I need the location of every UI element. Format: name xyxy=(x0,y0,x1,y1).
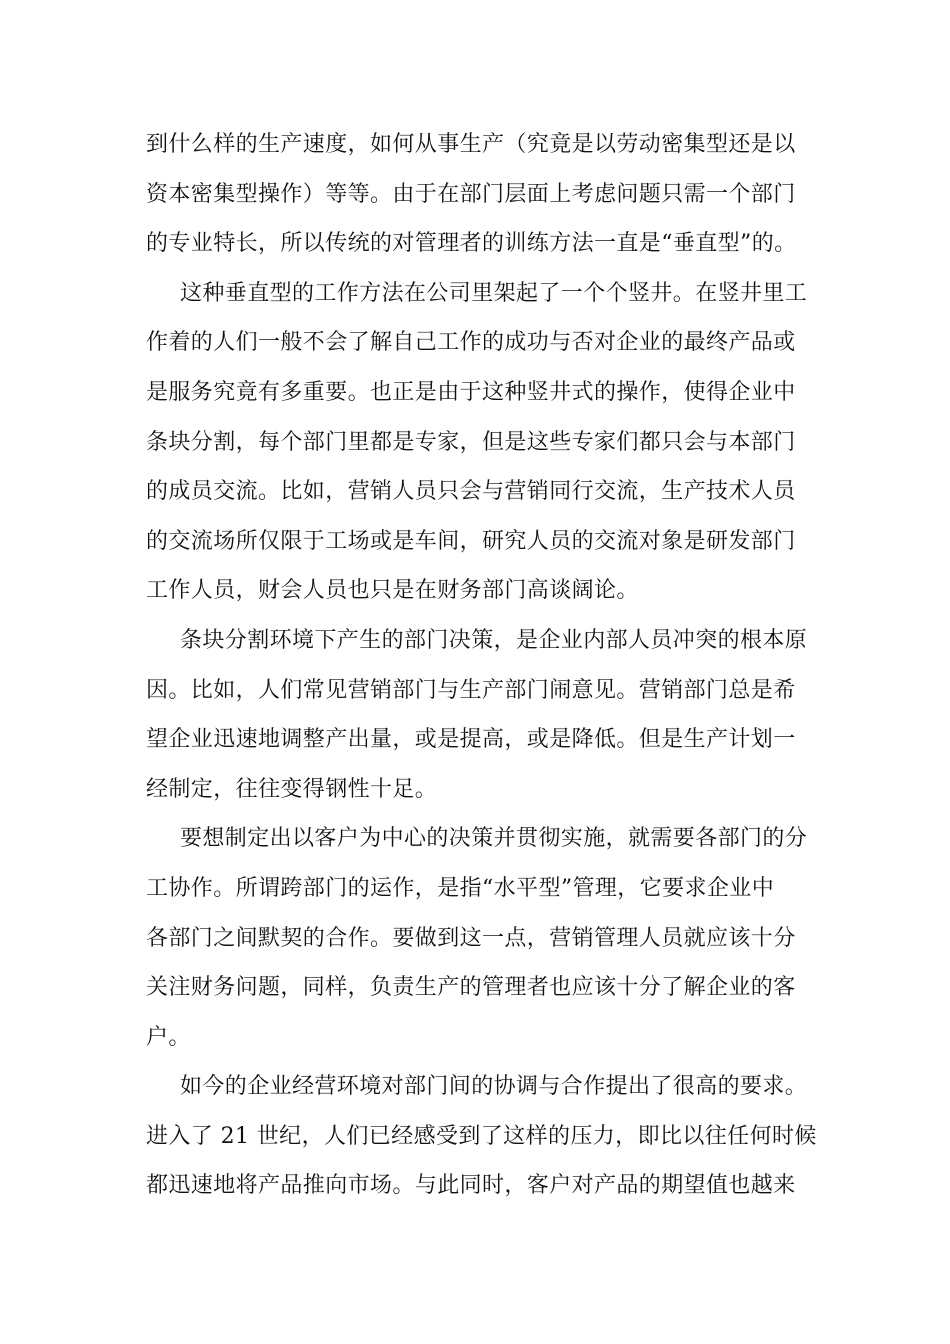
text-line: 进入了 21 世纪，人们已经感受到了这样的压力，即比以往任何时候 xyxy=(146,1123,817,1149)
text-line: 因。比如，人们常见营销部门与生产部门闹意见。营销部门总是希 xyxy=(146,677,796,703)
text-line: 如今的企业经营环境对部门间的协调与合作提出了很高的要求。 xyxy=(180,1074,808,1100)
text-line: 资本密集型操作）等等。由于在部门层面上考虑问题只需一个部门 xyxy=(146,181,796,207)
text-line: 关注财务问题，同样，负责生产的管理者也应该十分了解企业的客 xyxy=(146,975,796,1001)
text-line: 的成员交流。比如，营销人员只会与营销同行交流，生产技术人员 xyxy=(146,479,796,505)
text-line: 经制定，往往变得钢性十足。 xyxy=(146,776,438,802)
text-line: 要想制定出以客户为中心的决策并贯彻实施，就需要各部门的分 xyxy=(180,826,808,852)
text-line: 工协作。所谓跨部门的运作，是指“水平型”管理，它要求企业中 xyxy=(146,875,775,901)
text-line: 条块分割，每个部门里都是专家，但是这些专家们都只会与本部门 xyxy=(146,429,796,455)
text-line: 的交流场所仅限于工场或是车间，研究人员的交流对象是研发部门 xyxy=(146,528,796,554)
text-line: 工作人员，财会人员也只是在财务部门高谈阔论。 xyxy=(146,578,639,604)
text-line: 都迅速地将产品推向市场。与此同时，客户对产品的期望值也越来 xyxy=(146,1173,796,1199)
text-line: 到什么样的生产速度，如何从事生产（究竟是以劳动密集型还是以 xyxy=(146,132,796,157)
text-line: 各部门之间默契的合作。要做到这一点，营销管理人员就应该十分 xyxy=(146,925,796,951)
document-body xyxy=(146,120,817,1211)
text-line: 的专业特长，所以传统的对管理者的训练方法一直是“垂直型”的。 xyxy=(146,231,797,257)
text-line: 是服务究竟有多重要。也正是由于这种竖井式的操作，使得企业中 xyxy=(146,379,796,405)
text-line: 望企业迅速地调整产出量，或是提高，或是降低。但是生产计划一 xyxy=(146,727,796,753)
text-line: 户。 xyxy=(146,1024,191,1050)
text-line: 条块分割环境下产生的部门决策，是企业内部人员冲突的根本原 xyxy=(180,627,808,653)
text-line: 作着的人们一般不会了解自己工作的成功与否对企业的最终产品或 xyxy=(146,330,796,356)
text-line: 这种垂直型的工作方法在公司里架起了一个个竖井。在竖井里工 xyxy=(180,280,808,306)
